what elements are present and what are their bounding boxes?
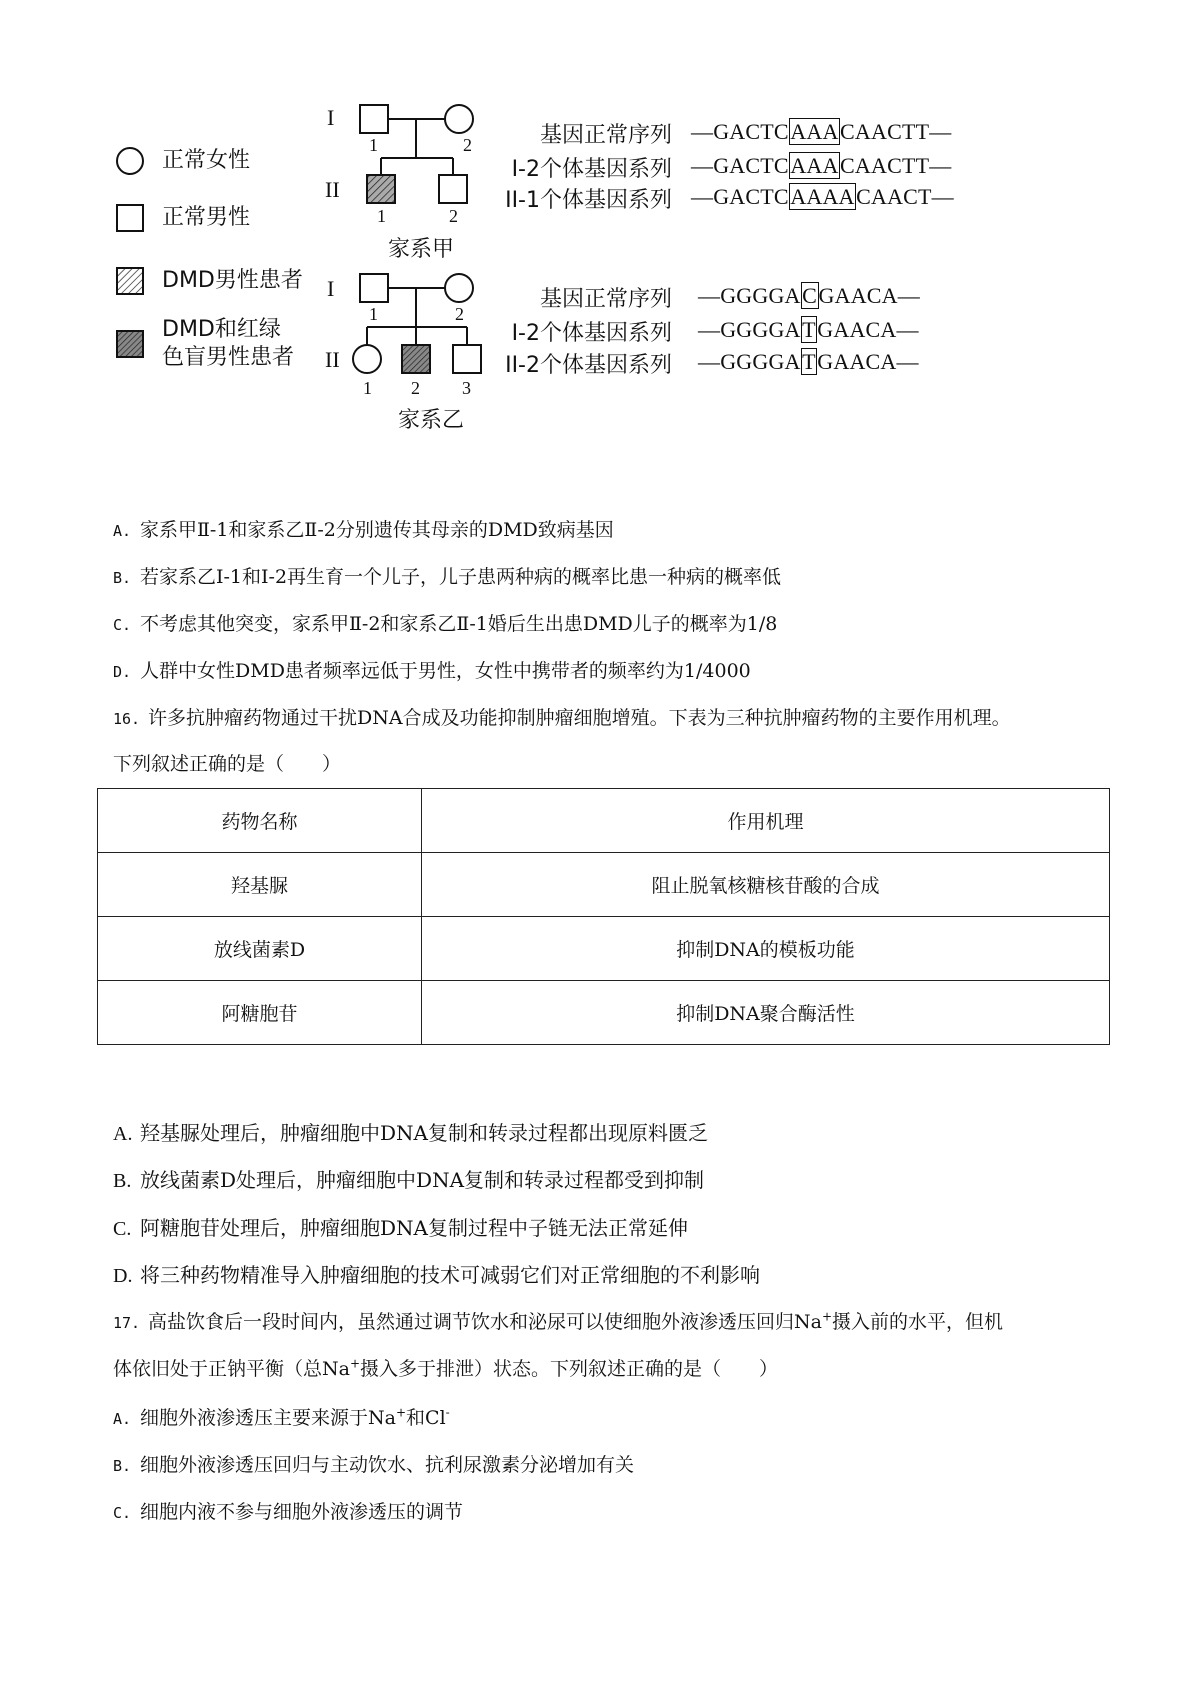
q16-option-c: C. 阿糖胞苷处理后，肿瘤细胞DNA复制过程中子链无法正常延伸 [113,1216,688,1240]
boxed-bases: AAA [790,153,839,178]
family-b-II-2-affected-male [402,345,430,373]
family-a-caption: 家系甲 [388,237,455,262]
q15-option-a: A. 家系甲Ⅱ-1和家系乙Ⅱ-2分别遗传其母亲的DMD致病基因 [113,519,614,541]
family-a-gen2-label: II [325,177,340,202]
table-header-row [98,789,1110,853]
boxed-base: C [802,283,818,308]
family-a-seq-value: —GACTCAAAACAACT— [691,184,954,209]
question-number: 17. [113,1314,141,1332]
table-header-cell: 作用机理 [422,789,1110,853]
family-a-I-2-number: 2 [463,135,472,155]
q17-option-b: B. 细胞外液渗透压回归与主动饮水、抗利尿激素分泌增加有关 [113,1454,635,1476]
boxed-bases: AAA [790,119,839,144]
table-row [98,853,1110,917]
family-a-seq-value: —GACTCAAACAACTT— [691,119,952,144]
table-cell: 阿糖胞苷 [98,981,422,1045]
family-b-seq-label: I-2个体基因系列 [511,321,672,346]
q17-option-c: C. 细胞内液不参与细胞外液渗透压的调节 [113,1501,464,1523]
family-b-caption: 家系乙 [398,408,465,433]
family-b-II-1-number: 1 [363,378,372,398]
family-b-II-1-female [353,345,381,373]
question-number: 16. [113,710,141,728]
boxed-base: T [802,317,816,342]
q17-option-a: A. 细胞外液渗透压主要来源于Na+和Cl- [113,1405,450,1429]
table-cell: 阻止脱氧核糖核苷酸的合成 [422,853,1110,917]
boxed-base: T [802,349,816,374]
boxed-bases: AAAA [790,184,855,209]
family-a-I-1-number: 1 [369,135,378,155]
table-header-cell: 药物名称 [98,789,422,853]
q16-stem-line1: 16. 许多抗肿瘤药物通过干扰DNA合成及功能抑制肿瘤细胞增殖。下表为三种抗肿瘤药物的主要作用机理。 [113,703,1011,734]
family-b-gen2-label: II [325,347,340,372]
family-b-seq-value: —GGGGATGAACA— [698,317,919,342]
family-a-II-2-male [439,175,467,203]
pedigree-drawing [0,0,1200,450]
family-b-I-2-number: 2 [455,304,464,324]
q16-stem-line2: 下列叙述正确的是（ ） [113,753,342,775]
q15-option-d: D. 人群中女性DMD患者频率远低于男性，女性中携带者的频率约为1/4000 [113,660,751,682]
q17-stem-line1: 17. 高盐饮食后一段时间内，虽然通过调节饮水和泌尿可以使细胞外液渗透压回归Na+摄入前的水平，但机 [113,1307,1003,1338]
family-a-II-1-number: 1 [377,206,386,226]
family-b-gen1-label: I [327,276,335,301]
family-a-II-2-number: 2 [449,206,458,226]
family-b-seq-label: 基因正常序列 [539,287,672,312]
family-a-I-1-male [360,105,388,133]
family-b-II-3-male [453,345,481,373]
q15-option-b: B. 若家系乙Ⅰ-1和Ⅰ-2再生育一个儿子，儿子患两种病的概率比患一种病的概率低 [113,566,782,588]
q16-option-b: B. 放线菌素D处理后，肿瘤细胞中DNA复制和转录过程都受到抑制 [113,1168,705,1192]
family-a-I-2-female [445,105,473,133]
legend-label: DMD男性患者 [162,268,303,293]
table-row [98,981,1110,1045]
legend-label: 正常女性 [162,148,251,173]
family-b-seq-label: II-2个体基因系列 [505,353,672,378]
pedigree-figure [0,0,1200,450]
family-b-II-2-number: 2 [411,378,420,398]
table-cell: 抑制DNA聚合酶活性 [422,981,1110,1045]
legend-label: DMD和红绿 [162,317,281,342]
family-b-seq-value: —GGGGACGAACA— [698,283,920,308]
table-cell: 抑制DNA的模板功能 [422,917,1110,981]
family-a-seq-label: 基因正常序列 [539,123,672,148]
family-a-seq-label: I-2个体基因系列 [511,157,672,182]
family-a-seq-label: II-1个体基因系列 [505,188,672,213]
q16-option-a: A. 羟基脲处理后，肿瘤细胞中DNA复制和转录过程都出现原料匮乏 [113,1121,708,1145]
legend-label: 色盲男性患者 [162,345,295,370]
family-b-II-3-number: 3 [462,378,471,398]
family-a-gen1-label: I [327,105,335,130]
table-cell: 放线菌素D [98,917,422,981]
table-cell: 羟基脲 [98,853,422,917]
q15-option-c: C. 不考虑其他突变，家系甲Ⅱ-2和家系乙Ⅱ-1婚后生出患DMD儿子的概率为1/8 [113,613,778,635]
table-row [98,917,1110,981]
q16-option-d: D. 将三种药物精准导入肿瘤细胞的技术可减弱它们对正常细胞的不利影响 [113,1263,760,1287]
family-b-I-1-number: 1 [369,304,378,324]
q17-stem-line2: 体依旧处于正钠平衡（总Na+摄入多于排泄）状态。下列叙述正确的是（ ） [113,1356,779,1380]
family-b-I-1-male [360,274,388,302]
legend-label: 正常男性 [162,205,251,230]
family-b-seq-value: —GGGGATGAACA— [698,349,919,374]
family-b-I-2-female [445,274,473,302]
family-a-seq-value: —GACTCAAACAACTT— [691,153,952,178]
drug-mechanism-table [97,788,1110,1045]
family-a-II-1-affected-male [367,175,395,203]
